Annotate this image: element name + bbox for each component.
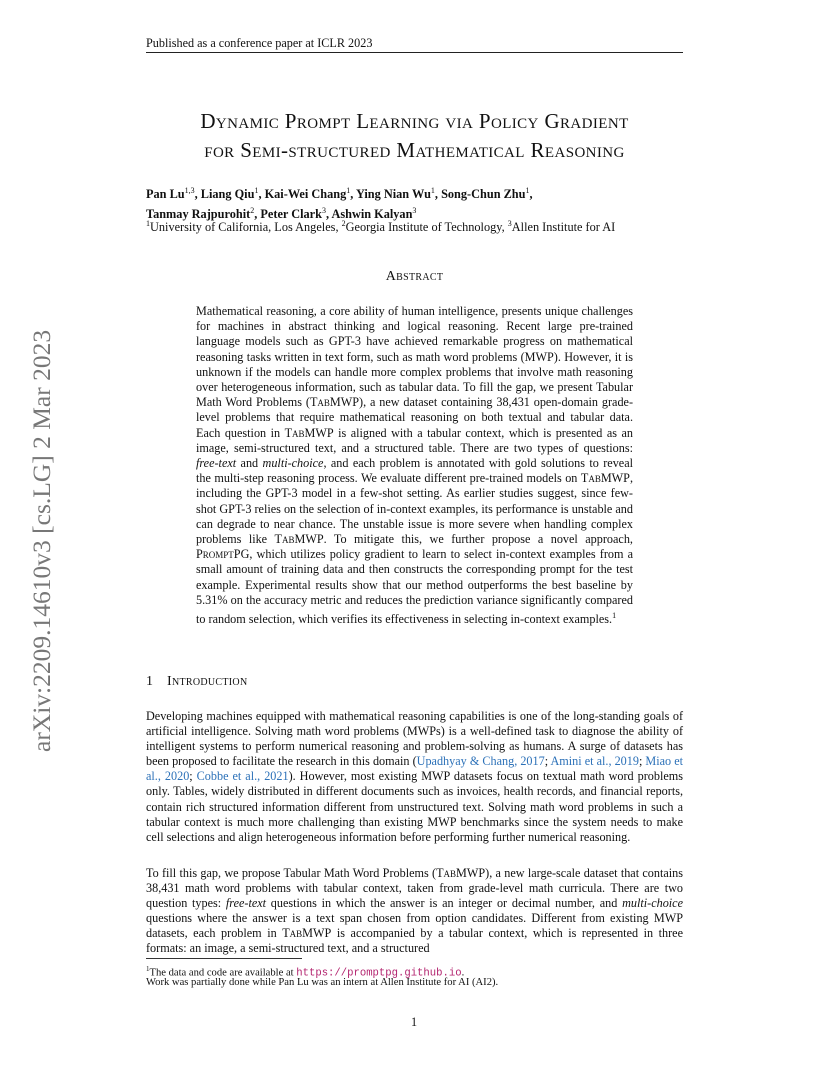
citation-link[interactable]: Upadhyay & Chang, 2017 — [416, 754, 545, 769]
section-heading-introduction: 1 Introduction — [146, 674, 248, 689]
intro-paragraph-2: To fill this gap, we propose Tabular Math Word Problems (TabMWP), a new large-scale dataset that contains 38,431 math word problems with tabular context, taken from grade-level math curricula. There are two question types: free-text questions in which the answer is an integer or decimal number, and multi-choice questions where the answer is a text span chosen from option candidates. Different from existing MWP datasets, each problem in TabMWP is accompanied by a tabular context, which is represented in three formats: an image, a semi-structured text, and a structured — [146, 866, 684, 956]
running-header: Published as a conference paper at ICLR 2023 — [146, 36, 373, 50]
author: Song-Chun Zhu — [441, 187, 526, 202]
footnote-rule — [146, 958, 302, 959]
arxiv-stamp-text: arXiv:2209.14610v3 [cs.LG] 2 Mar 2023 — [27, 329, 56, 752]
affiliation: Allen Institute for AI — [511, 220, 616, 235]
author-list: Pan Lu$^{1,3}$, Liang Qiu$^1$, Kai-Wei Chang$^1$, Ying Nian Wu$^1$, Song-Chun Zhu$^1$, Tanmay Rajpurohit$^2$, Peter Clark$^3$, Ashwin Kalyan$^3$ — [146, 186, 533, 221]
citation-link[interactable]: Cobbe et al., 2021 — [196, 769, 289, 784]
project-url-link[interactable]: https://promptpg.github.io — [296, 967, 462, 980]
title-line-1: Dynamic Prompt Learning via Policy Gradient — [200, 109, 629, 133]
footnote-mark[interactable]: 1 — [612, 611, 617, 621]
affiliation: University of California, Los Angeles — [150, 220, 336, 235]
title-line-2: for Semi-structured Mathematical Reasoning — [204, 138, 625, 162]
author: Tanmay Rajpurohit — [146, 206, 251, 221]
author: Kai-Wei Chang — [264, 187, 347, 202]
author: Pan Lu — [146, 187, 185, 202]
arxiv-stamp — [8, 290, 68, 760]
footnote-2: Work was partially done while Pan Lu was an intern at Allen Institute for AI (AI2). — [146, 977, 499, 988]
header-rule — [146, 52, 683, 53]
page-number: 1 — [410, 1015, 418, 1029]
citation-link[interactable]: Amini et al., 2019 — [550, 754, 639, 769]
abstract-body: Mathematical reasoning, a core ability of human intelligence, presents unique challenges for machines in abstract thinking and logical reasoning. Recent large pre-trained language models such as GPT-3 have achieved remarkable progress on mathematical reasoning tasks written in text form, such as math word problems (MWP). However, it is unknown if the models can handle more complex problems that involve math reasoning over heterogeneous information, such as tabular data. To fill the gap, we present Tabular Math Word Problems (TabMWP), a new dataset containing 38,431 open-domain grade-level problems that require mathematical reasoning on both textual and tabular data. Each question in TabMWP is aligned with a tabular context, which is presented as an image, semi-structured text, and a structured table. There are two types of questions: free-text and multi-choice, and each problem is annotated with gold solutions to reveal the multi-step reasoning process. We evaluate different pre-trained models on TabMWP, including the GPT-3 model in a few-shot setting. As earlier studies suggest, since few-shot GPT-3 relies on the selection of in-context examples, its performance is unstable and can degrade to near chance. The unstable issue is more severe when handling complex problems like TabMWP. To mitigate this, we further propose a novel approach, PromptPG, which utilizes policy gradient to learn to select in-context examples from a small amount of training data and then constructs the corresponding prompt for the test example. Experimental results show that our method outperforms the best baseline by 5.31% on the accuracy metric and reduces the prediction variance significantly compared to random selection, which verifies its effectiveness in selecting in-context examples.$^1$ — [196, 304, 634, 627]
author: Peter Clark — [260, 206, 322, 221]
footnote-1: $^1$The data and code are available at https://promptpg.github.io. — [146, 965, 465, 980]
citation-link[interactable]: Miao et al., 2020 — [146, 754, 684, 784]
paper-title — [146, 107, 683, 165]
author: Ashwin Kalyan — [331, 206, 413, 221]
abstract-heading: Abstract — [385, 269, 444, 284]
author: Ying Nian Wu — [355, 187, 431, 202]
affiliation: Georgia Institute of Technology — [345, 220, 502, 235]
author: Liang Qiu — [200, 187, 255, 202]
intro-paragraph-1: Developing machines equipped with mathematical reasoning capabilities is one of the long-standing goals of artificial intelligence. Solving math word problems (MWPs) is a well-defined task to diagnose the ability of intelligent systems to perform numerical reasoning and problem-solving as humans. A surge of datasets has been proposed to facilitate the research in this domain (Upadhyay & Chang, 2017; Amini et al., 2019; Miao et al., 2020; Cobbe et al., 2021). However, most existing MWP datasets focus on textual math word problems only. Tables, widely distributed in different documents such as invoices, health records, and financial reports, contain rich structured information different from unstructured text. Solving math word problems in such a tabular context is much more challenging than existing MWP benchmarks since the system needs to make cell selections and align heterogeneous information before performing further numerical reasoning. — [146, 709, 684, 844]
affiliations: $^1$University of California, Los Angeles, $^2$Georgia Institute of Technology, $^3$Allen Institute for AI — [146, 219, 616, 235]
